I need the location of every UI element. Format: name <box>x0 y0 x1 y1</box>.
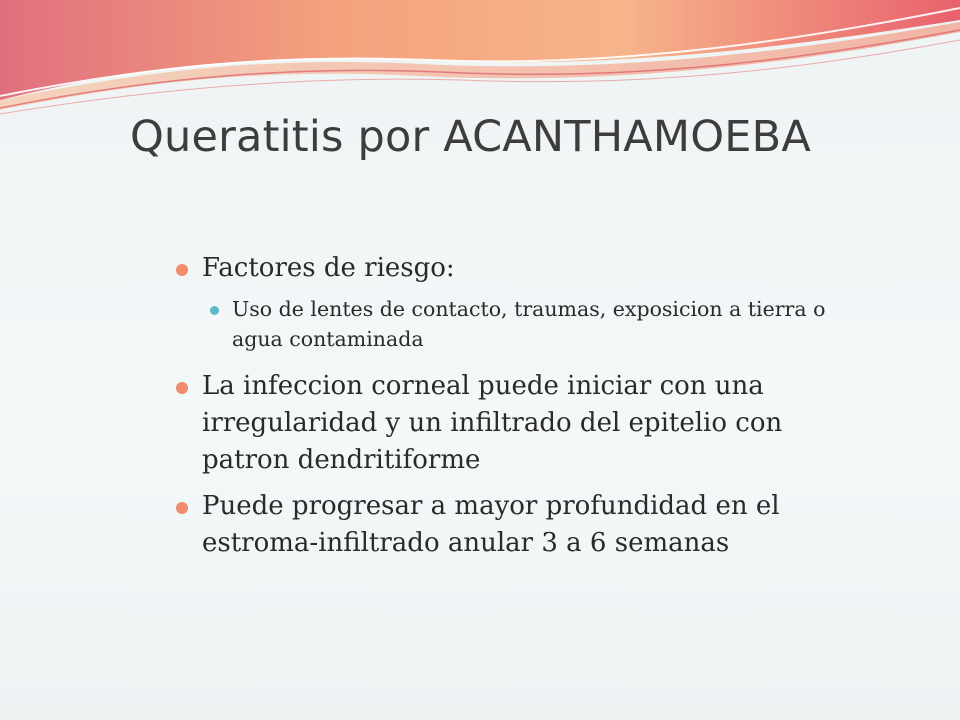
bullet-item <box>160 488 860 562</box>
bullet-text: Puede progresar a mayor profundidad en el estroma-infiltrado anular 3 a 6 semanas <box>202 491 780 558</box>
bullet-text: La infeccion corneal puede iniciar con una irregularidad y un infiltrado del epitelio con patron dendritiforme <box>202 371 783 475</box>
sub-bullet-item <box>160 294 860 354</box>
bullet-dot-icon <box>176 382 188 394</box>
page-title: Queratitis por ACANTHAMOEBA <box>130 112 811 162</box>
sub-bullet-text: Uso de lentes de contacto, traumas, exposicion a tierra o agua contaminada <box>232 297 826 351</box>
bullet-dot-icon <box>176 502 188 514</box>
bullet-text: Factores de riesgo: <box>202 253 455 283</box>
sub-bullet-dot-icon <box>210 306 219 315</box>
bullet-item <box>160 250 860 287</box>
decorative-waves <box>0 0 960 130</box>
bullet-item <box>160 368 860 479</box>
bullet-dot-icon <box>176 264 188 276</box>
bullet-list <box>160 250 860 571</box>
